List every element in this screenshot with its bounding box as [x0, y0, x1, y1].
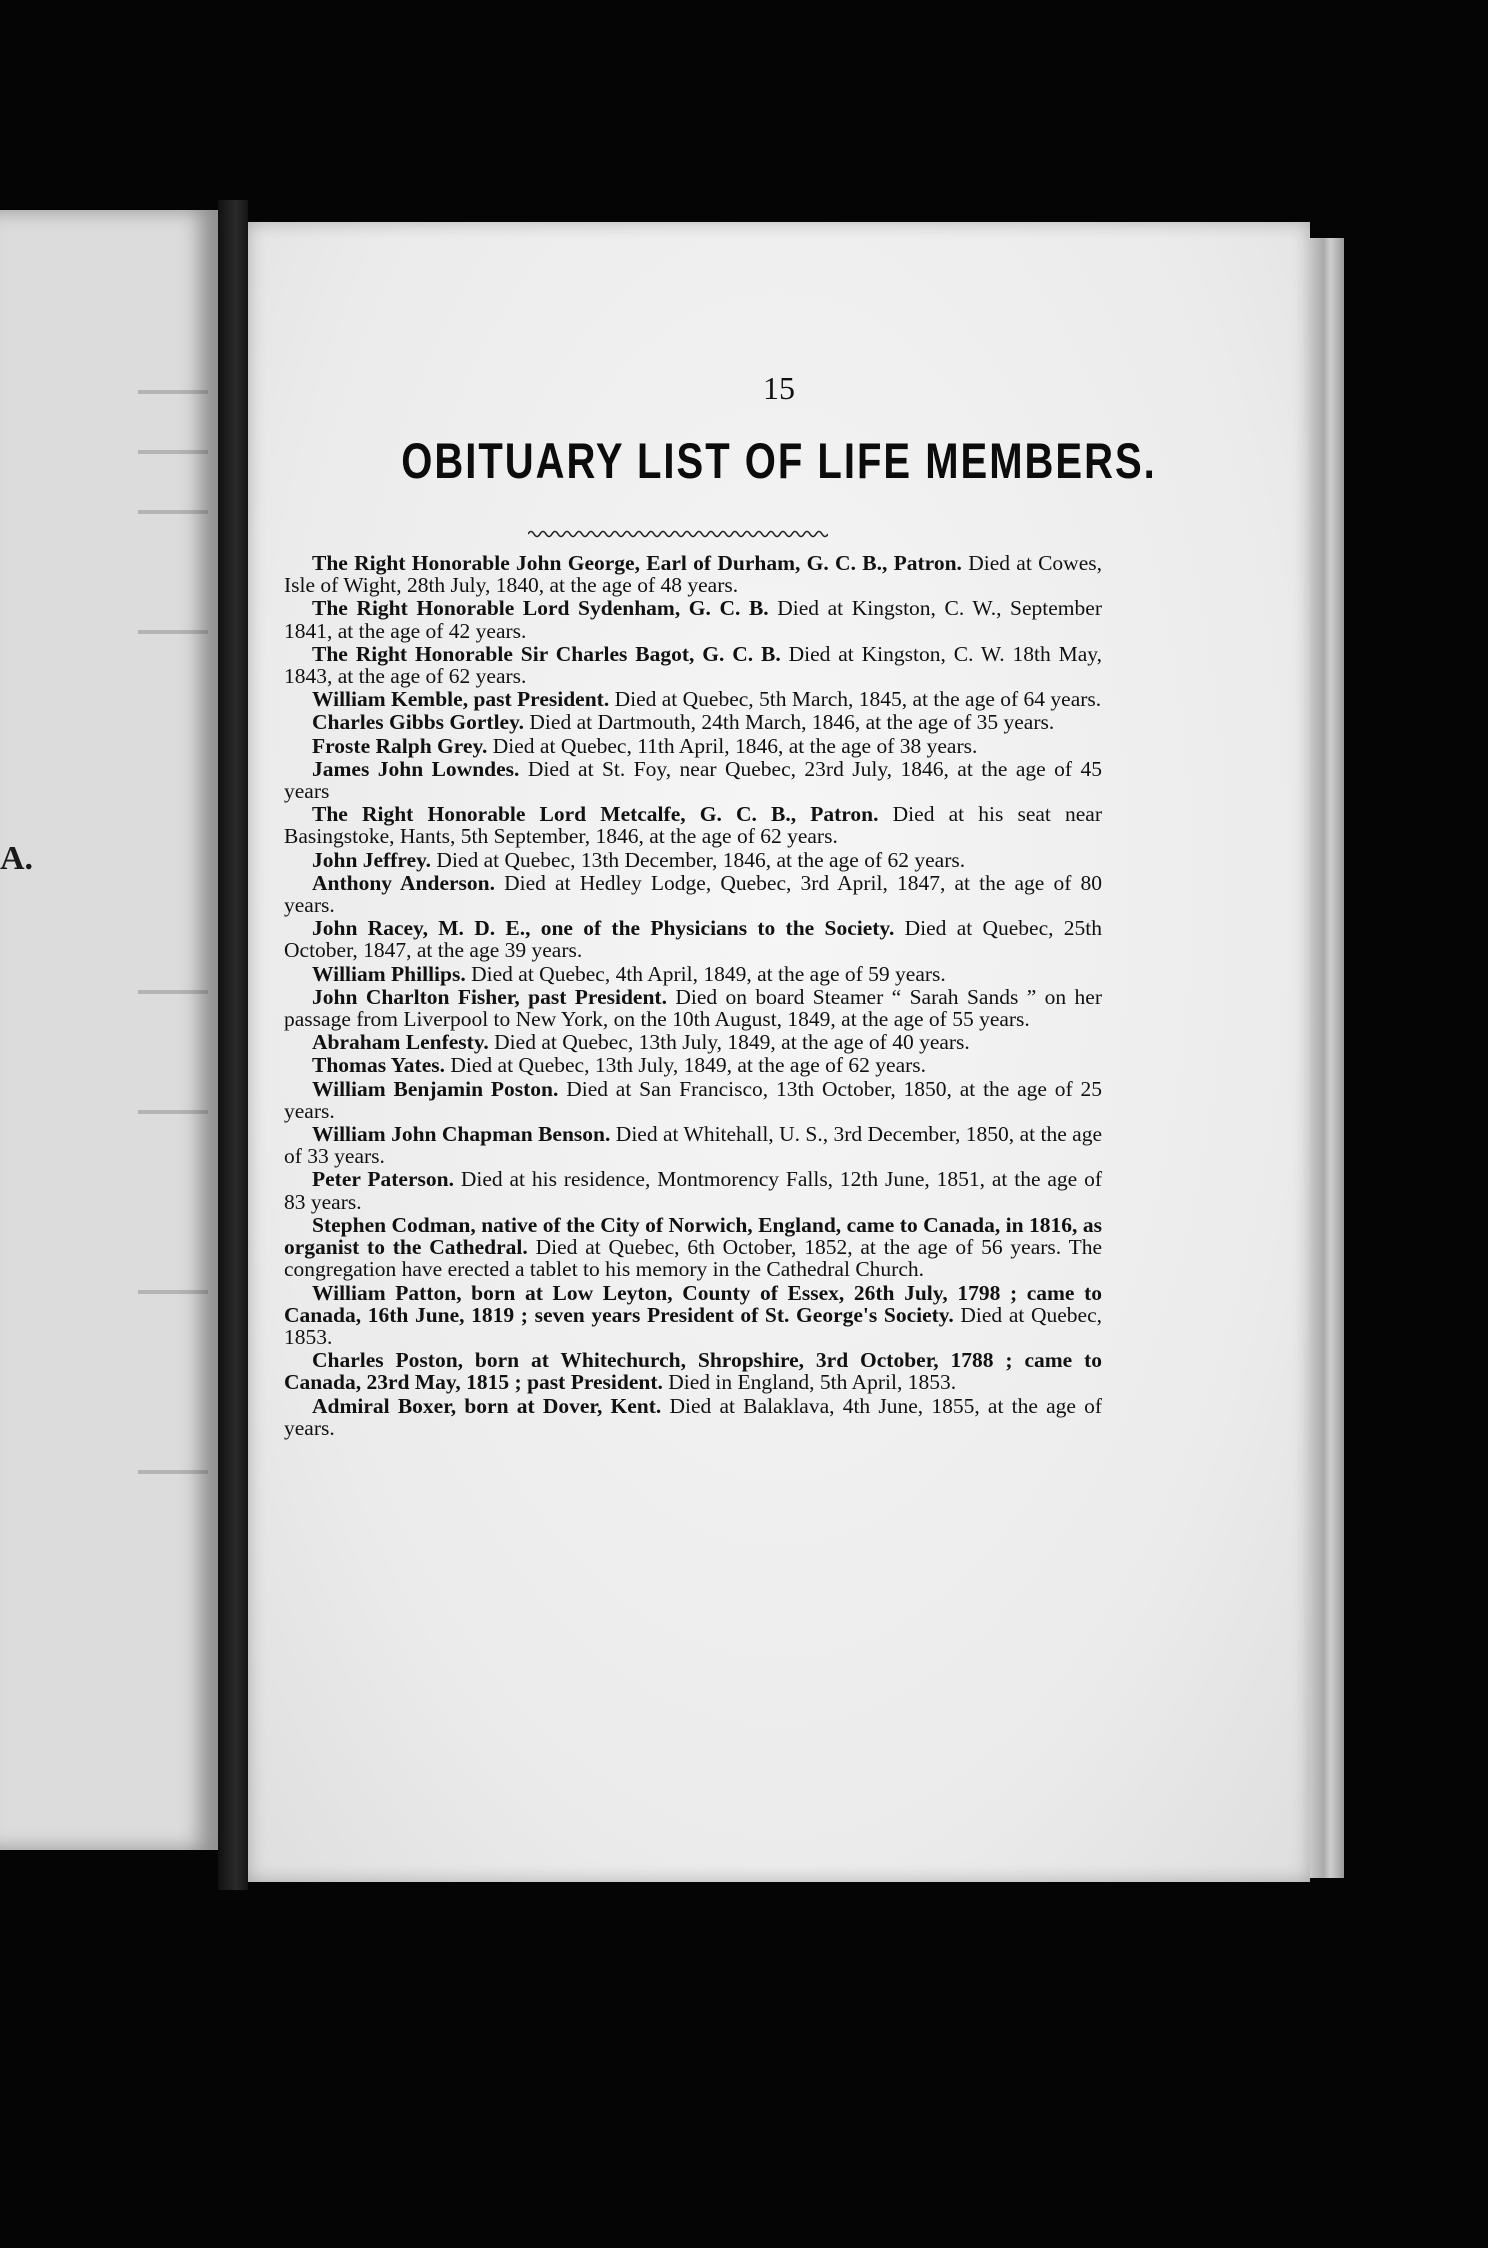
obituary-entry: [284, 735, 1102, 757]
obituary-entry: [284, 986, 1102, 1030]
entry-name: Peter Paterson.: [312, 1167, 454, 1192]
entry-text: Died at Whitehall, U. S., 3rd December, 1850, at the age of 33 years.: [284, 1122, 1102, 1169]
entry-text: Died at Quebec, 5th March, 1845, at the age of 64 years.: [614, 687, 1102, 712]
entry-name: William Phillips.: [312, 961, 466, 986]
obituary-entry: [284, 1123, 1102, 1167]
entry-name: Froste Ralph Grey.: [312, 733, 488, 758]
page-number: 15: [763, 370, 795, 406]
entry-text: Died at Quebec, 1853.: [284, 1302, 1102, 1349]
bleed-through-line: [138, 1110, 208, 1114]
entry-name: The Right Honorable Sir Charles Bagot, G. C. B.: [312, 641, 781, 666]
obituary-entry: [284, 1168, 1102, 1212]
obituary-entry: [284, 597, 1102, 641]
entry-text: Died at San Francisco, 13th October, 1850, at the age of 25 years.: [284, 1076, 1103, 1123]
obituary-entry: [284, 963, 1102, 985]
bleed-through-line: [138, 510, 208, 514]
obituary-entry: [284, 643, 1102, 687]
entry-name: The Right Honorable Lord Sydenham, G. C. B.: [312, 596, 769, 621]
obituary-list: [284, 552, 1102, 1440]
entry-text: Died at Balaklava, 4th June, 1855, at the age of years.: [284, 1393, 1102, 1440]
document-page: [248, 222, 1310, 1882]
entry-text: Died at Kingston, C. W., September 1841, at the age of 42 years.: [284, 596, 1102, 643]
entry-name: Stephen Codman, native of the City of Norwich, England, came to Canada, in 1816, as organist to the Cathedral.: [284, 1212, 1102, 1260]
entry-text: Died at Quebec, 13th December, 1846, at the age of 62 years.: [436, 847, 966, 872]
obituary-entry: [284, 688, 1102, 710]
entry-name: William John Chapman Benson.: [312, 1122, 611, 1147]
entry-name: William Patton, born at Low Leyton, County of Essex, 26th July, 1798 ; came to Canada, 16th June, 1819 ; seven years President of St. George's Society.: [284, 1280, 1102, 1327]
entry-name: John Charlton Fisher, past President.: [312, 984, 667, 1009]
entry-name: James John Lowndes.: [312, 756, 520, 781]
entry-name: The Right Honorable Lord Metcalfe, G. C. B., Patron.: [312, 802, 879, 827]
entry-text: Died at Hedley Lodge, Quebec, 3rd April, 1847, at the age of 80 years.: [284, 870, 1103, 918]
obituary-entry: [284, 1078, 1102, 1122]
page-stack-edge: [1310, 238, 1344, 1878]
bleed-through-line: [138, 390, 208, 394]
bleed-through-line: [138, 990, 208, 994]
obituary-entry: [284, 711, 1102, 733]
entry-name: Charles Poston, born at Whitechurch, Shropshire, 3rd October, 1788 ; came to Canada, 23rd May, 1815 ; past President.: [284, 1348, 1102, 1395]
entry-text: Died at Quebec, 4th April, 1849, at the age of 59 years.: [471, 961, 946, 986]
entry-name: Charles Gibbs Gortley.: [312, 710, 525, 735]
bleed-through-line: [138, 1290, 208, 1294]
entry-text: Died at Kingston, C. W. 18th May, 1843, at the age of 62 years.: [284, 641, 1102, 689]
left-page-mark: A.: [0, 840, 34, 877]
book-gutter: [218, 200, 248, 1890]
entry-name: Abraham Lenfesty.: [312, 1030, 489, 1055]
entry-text: Died in England, 5th April, 1853.: [668, 1370, 957, 1395]
obituary-entry: [284, 1349, 1102, 1393]
entry-text: Died at Quebec, 11th April, 1846, at the age of 38 years.: [492, 733, 978, 758]
entry-name: William Benjamin Poston.: [312, 1076, 559, 1101]
obituary-entry: [284, 552, 1102, 596]
obituary-entry: [284, 917, 1102, 961]
entry-name: The Right Honorable John George, Earl of Durham, G. C. B., Patron.: [312, 551, 962, 575]
left-neighbour-page: [0, 210, 218, 1850]
obituary-entry: [284, 803, 1102, 847]
page-title: OBITUARY LIST OF LIFE MEMBERS.: [401, 434, 1157, 490]
obituary-entry: [284, 849, 1102, 871]
entry-text: Died at Cowes, Isle of Wight, 28th July, 1840, at the age of 48 years.: [284, 551, 1102, 598]
entry-text: Died at Quebec, 6th October, 1852, at the age of 56 years. The congregation have erected a tablet to his memory in the Cathedral Church.: [284, 1235, 1103, 1282]
obituary-entry: [284, 1031, 1102, 1053]
obituary-entry: [284, 872, 1102, 916]
entry-text: Died at Dartmouth, 24th March, 1846, at the age of 35 years.: [529, 710, 1055, 735]
entry-name: John Racey, M. D. E., one of the Physicians to the Society.: [312, 916, 895, 941]
bleed-through-line: [138, 630, 208, 634]
entry-name: Thomas Yates.: [312, 1053, 445, 1078]
entry-text: Died at Quebec, 25th October, 1847, at the age 39 years.: [284, 916, 1103, 963]
entry-name: Anthony Anderson.: [312, 870, 495, 895]
decorative-wavy-rule: [528, 528, 828, 540]
obituary-entry: [284, 758, 1102, 802]
obituary-entry: [284, 1395, 1102, 1439]
entry-text: Died at Quebec, 13th July, 1849, at the age of 40 years.: [494, 1030, 970, 1055]
obituary-entry: [284, 1214, 1102, 1281]
bleed-through-line: [138, 450, 208, 454]
entry-text: Died on board Steamer “ Sarah Sands ” on her passage from Liverpool to New York, on the 10th August, 1849, at the age of 55 years.: [284, 984, 1102, 1032]
obituary-entry: [284, 1282, 1102, 1349]
entry-text: Died at St. Foy, near Quebec, 23rd July, 1846, at the age of 45 years: [284, 756, 1102, 804]
entry-text: Died at his residence, Montmorency Falls, 12th June, 1851, at the age of 83 years.: [284, 1167, 1102, 1214]
bleed-through-line: [138, 1470, 208, 1474]
entry-name: Admiral Boxer, born at Dover, Kent.: [312, 1393, 662, 1418]
entry-text: Died at Quebec, 13th July, 1849, at the age of 62 years.: [450, 1053, 927, 1078]
entry-text: Died at his seat near Basingstoke, Hants, 5th September, 1846, at the age of 62 years.: [284, 802, 1103, 849]
obituary-entry: [284, 1054, 1102, 1076]
entry-name: William Kemble, past President.: [312, 687, 610, 712]
entry-name: John Jeffrey.: [312, 847, 432, 872]
